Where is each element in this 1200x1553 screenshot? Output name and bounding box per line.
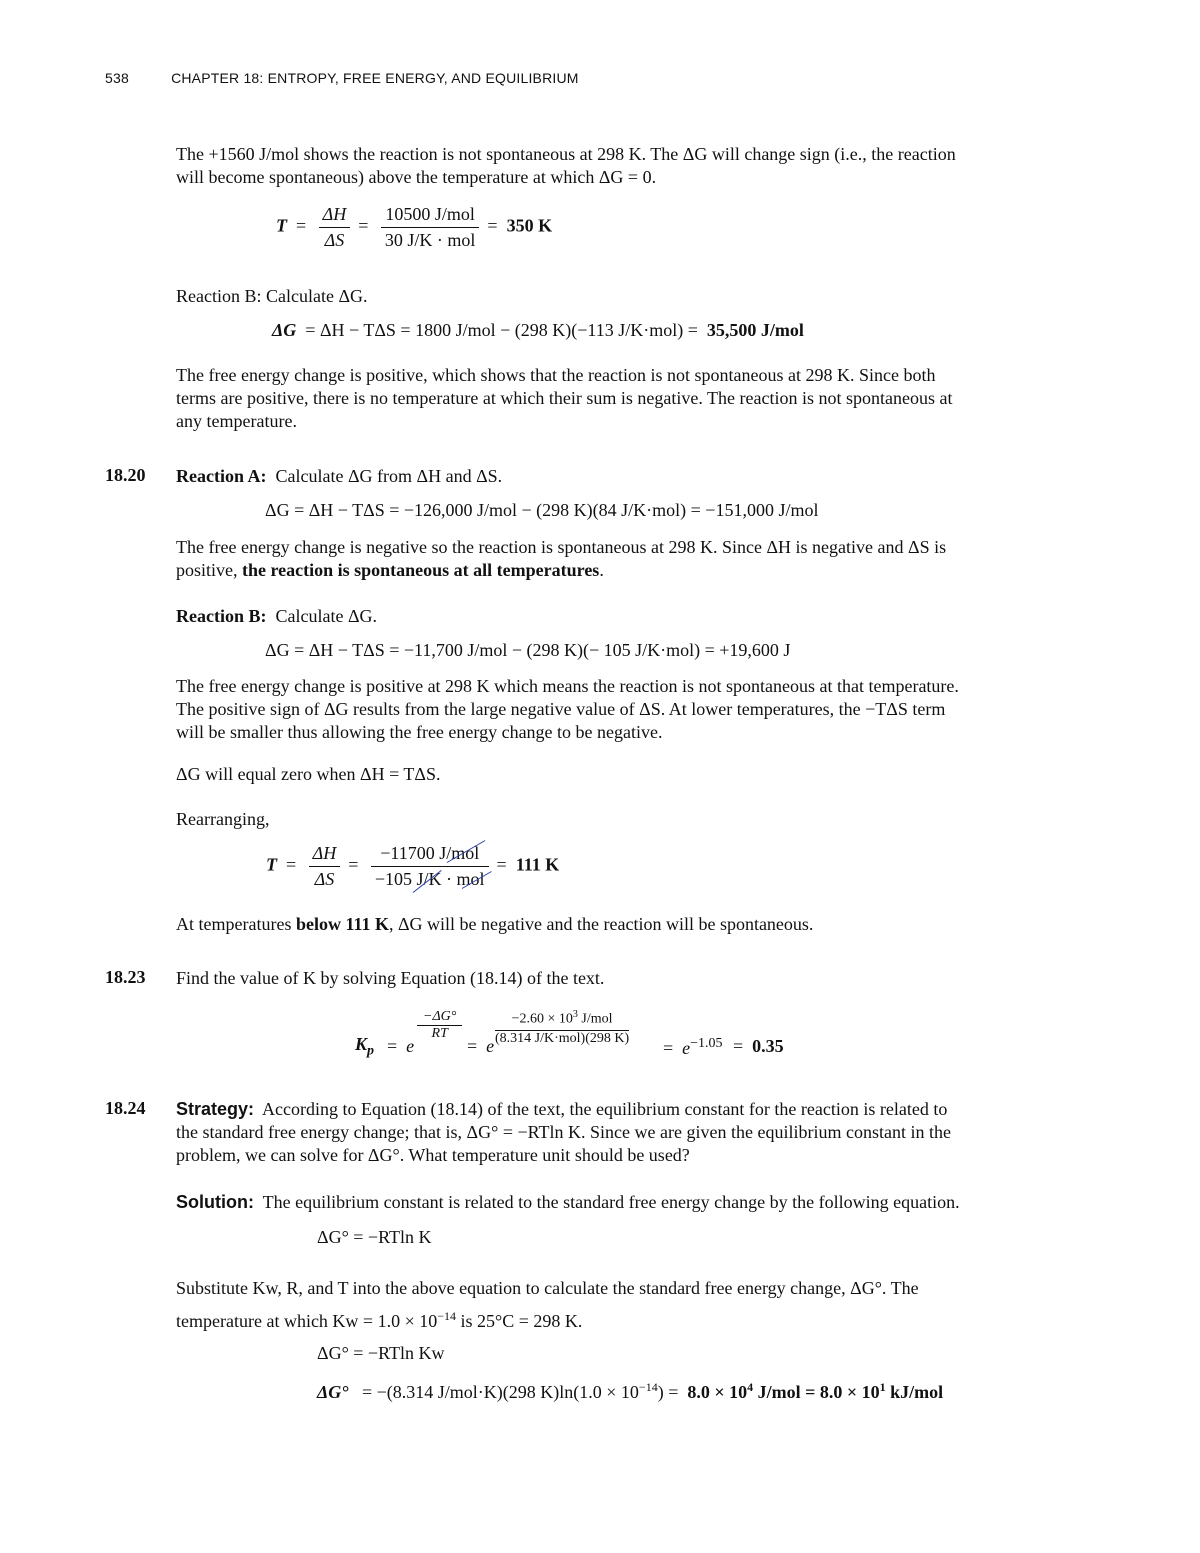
eq-body: = −(8.314 J/mol·K)(298 K)ln(1.0 × 10 xyxy=(361,1382,639,1402)
numerator: −11700 J/mol xyxy=(371,843,489,867)
problem-number: 18.23 xyxy=(105,967,146,987)
text-line: The free energy change is positive at 298 K which means the reaction is not spontaneous at that temperature. xyxy=(176,676,959,696)
denominator: 30 J/K · mol xyxy=(384,230,476,250)
text-line: the standard free energy change; that is, ΔG° = −RTln K. Since we are given the equilibrium constant in the xyxy=(176,1122,951,1142)
power: −14 xyxy=(437,1309,457,1323)
equals: = e xyxy=(467,1036,495,1056)
eq-body-end: ) = xyxy=(657,1382,679,1402)
power: 3 xyxy=(572,1009,578,1020)
kp-symbol: K xyxy=(355,1034,368,1054)
reaction-b-heading-2 xyxy=(176,605,1056,628)
substitute-paragraph xyxy=(176,1274,1056,1335)
reaction-a-heading xyxy=(176,465,1056,488)
emphasis: the reaction is spontaneous at all temperatures xyxy=(242,560,600,580)
text: positive, xyxy=(176,560,242,580)
zero-condition: ΔG will equal zero when ΔH = TΔS. xyxy=(176,764,441,784)
text-line: will be smaller thus allowing the free energy change to be negative. xyxy=(176,722,663,742)
fraction xyxy=(319,204,351,251)
text-line: The free energy change is positive, which shows that the reaction is not spontaneous at 298 K. Since both xyxy=(176,365,936,385)
equals: = 0.35 xyxy=(733,1036,784,1056)
text: At temperatures xyxy=(176,914,296,934)
exponent-fraction xyxy=(417,1009,462,1042)
text-line xyxy=(176,559,1056,582)
eq-result: 111 K xyxy=(515,854,560,875)
paragraph-intro xyxy=(176,143,1056,189)
chapter-title: CHAPTER 18: ENTROPY, FREE ENERGY, AND EQUILIBRIUM xyxy=(171,70,579,86)
problem-1823-text: Find the value of K by solving Equation (18.14) of the text. xyxy=(176,968,605,988)
power: −14 xyxy=(638,1380,658,1394)
kp-subscript: p xyxy=(367,1043,375,1059)
denominator: (8.314 J/K·mol)(298 K) xyxy=(495,1030,630,1046)
eq-result: 0.35 xyxy=(752,1036,784,1056)
problem-number: 18.20 xyxy=(105,465,146,485)
text: . xyxy=(599,560,604,580)
eq-body: = ΔH − TΔS = 1800 J/mol − (298 K)(−113 J/K·mol) = xyxy=(305,320,698,340)
text-line: The positive sign of ΔG results from the large negative value of ΔS. At lower temperatures, the −TΔS term xyxy=(176,699,946,719)
equals: = e xyxy=(387,1036,415,1056)
numerator xyxy=(495,1005,629,1031)
eq-lhs: ΔG xyxy=(272,320,297,340)
conclusion-1820 xyxy=(176,913,1056,936)
power: 1 xyxy=(879,1380,886,1394)
label: Reaction B: xyxy=(176,606,267,626)
unit: J/mol xyxy=(581,1011,613,1027)
equals: = $e^{-1.05}$ xyxy=(663,1036,723,1058)
numerator: ΔH xyxy=(319,204,351,228)
paragraph-reaction-b xyxy=(176,675,1056,744)
equation-dg-rtlnkw: ΔG° = −RTln Kw xyxy=(317,1343,445,1363)
numerator: 10500 J/mol xyxy=(381,204,480,228)
equation-temperature-b: T = $\frac{\Delta H}{\Delta S}$ = $\frac{\text{−11700 J/mol}}{\text{−105 J/K · mol}}$ = 111 K xyxy=(266,843,560,889)
text-line: will become spontaneous) above the temperature at which ΔG = 0. xyxy=(176,167,657,187)
label: Strategy: xyxy=(176,1099,255,1119)
eq-lhs xyxy=(355,1034,374,1060)
reaction-b-heading: Reaction B: Calculate ΔG. xyxy=(176,286,368,306)
denominator: RT xyxy=(431,1026,448,1041)
text-line: any temperature. xyxy=(176,411,297,431)
equation-dg-b2: ΔG = ΔH − TΔS = −11,700 J/mol − (298 K)(− 105 J/K·mol) = +19,600 J xyxy=(265,640,791,660)
eq-result: 35,500 J/mol xyxy=(706,320,804,340)
text-line: problem, we can solve for ΔG°. What temperature unit should be used? xyxy=(176,1145,690,1165)
problem-number: 18.24 xyxy=(105,1098,146,1118)
text-line: terms are positive, there is no temperature at which their sum is negative. The reaction is not spontaneous at xyxy=(176,388,953,408)
page-number: 538 xyxy=(105,70,129,86)
eq-lhs: T xyxy=(266,854,277,875)
numerator: −ΔG° xyxy=(417,1009,462,1026)
equation-dg-a: ΔG = ΔH − TΔS = −126,000 J/mol − (298 K)(84 J/K·mol) = −151,000 J/mol xyxy=(265,500,819,520)
value: 8.0 × 10 xyxy=(687,1382,748,1402)
text: , ΔG will be negative and the reaction will be spontaneous. xyxy=(388,914,814,934)
text-line: The +1560 J/mol shows the reaction is not spontaneous at 298 K. The ΔG will change sign (i.e., the reaction xyxy=(176,144,956,164)
rearranging-text: Rearranging, xyxy=(176,809,270,829)
eq-lhs: ΔG° xyxy=(317,1382,349,1402)
mantissa: −2.60 × 10 xyxy=(511,1011,573,1027)
text-line xyxy=(176,1098,1056,1121)
emphasis: below 111 K xyxy=(295,914,389,934)
paragraph-positive xyxy=(176,364,1056,433)
text: is 25°C = 298 K. xyxy=(456,1311,583,1331)
eq-result xyxy=(687,1382,943,1402)
unit: kJ/mol xyxy=(885,1382,944,1402)
equation-dg-final xyxy=(317,1380,943,1403)
strategy-paragraph xyxy=(176,1098,1056,1167)
fraction xyxy=(381,204,480,251)
fraction xyxy=(309,843,341,890)
solution-line xyxy=(176,1191,1056,1214)
text: Calculate ΔG. xyxy=(275,606,378,626)
text-line xyxy=(176,1302,1056,1335)
text-line: The free energy change is negative so the reaction is spontaneous at 298 K. Since ΔH is negative and ΔS is xyxy=(176,537,947,557)
equation-dg-b xyxy=(272,320,804,341)
paragraph-reaction-a xyxy=(176,536,1056,582)
exponent: −1.05 xyxy=(690,1036,723,1051)
unit: J/mol = 8.0 × 10 xyxy=(753,1382,880,1402)
exponent-fraction xyxy=(495,1005,629,1047)
equation-dg-rtlnk: ΔG° = −RTln K xyxy=(317,1227,432,1247)
power: 4 xyxy=(747,1380,754,1394)
denominator: ΔS xyxy=(314,869,335,889)
text: According to Equation (18.14) of the text, the equilibrium constant for the reaction is related to xyxy=(262,1099,948,1119)
page-header xyxy=(105,70,579,86)
label: Reaction A: xyxy=(176,466,267,486)
text-line: Substitute Kw, R, and T into the above equation to calculate the standard free energy change, ΔG°. The xyxy=(176,1278,919,1298)
label: Solution: xyxy=(176,1192,254,1212)
eq-result: 350 K xyxy=(506,215,553,236)
denominator: −105 J/K · mol xyxy=(374,869,485,889)
equation-temperature-a: T = $\frac{\Delta H}{\Delta S}$ = $\frac{\text{10500 J/mol}}{\text{30 J/K · mol}}$ = 350 K xyxy=(276,204,553,250)
text: temperature at which Kw = 1.0 × 10 xyxy=(176,1311,438,1331)
text: The equilibrium constant is related to the standard free energy change by the following equation. xyxy=(262,1192,960,1212)
numerator: ΔH xyxy=(309,843,341,867)
denominator: ΔS xyxy=(324,230,345,250)
eq-lhs: T xyxy=(276,215,287,236)
text: Calculate ΔG from ΔH and ΔS. xyxy=(275,466,503,486)
